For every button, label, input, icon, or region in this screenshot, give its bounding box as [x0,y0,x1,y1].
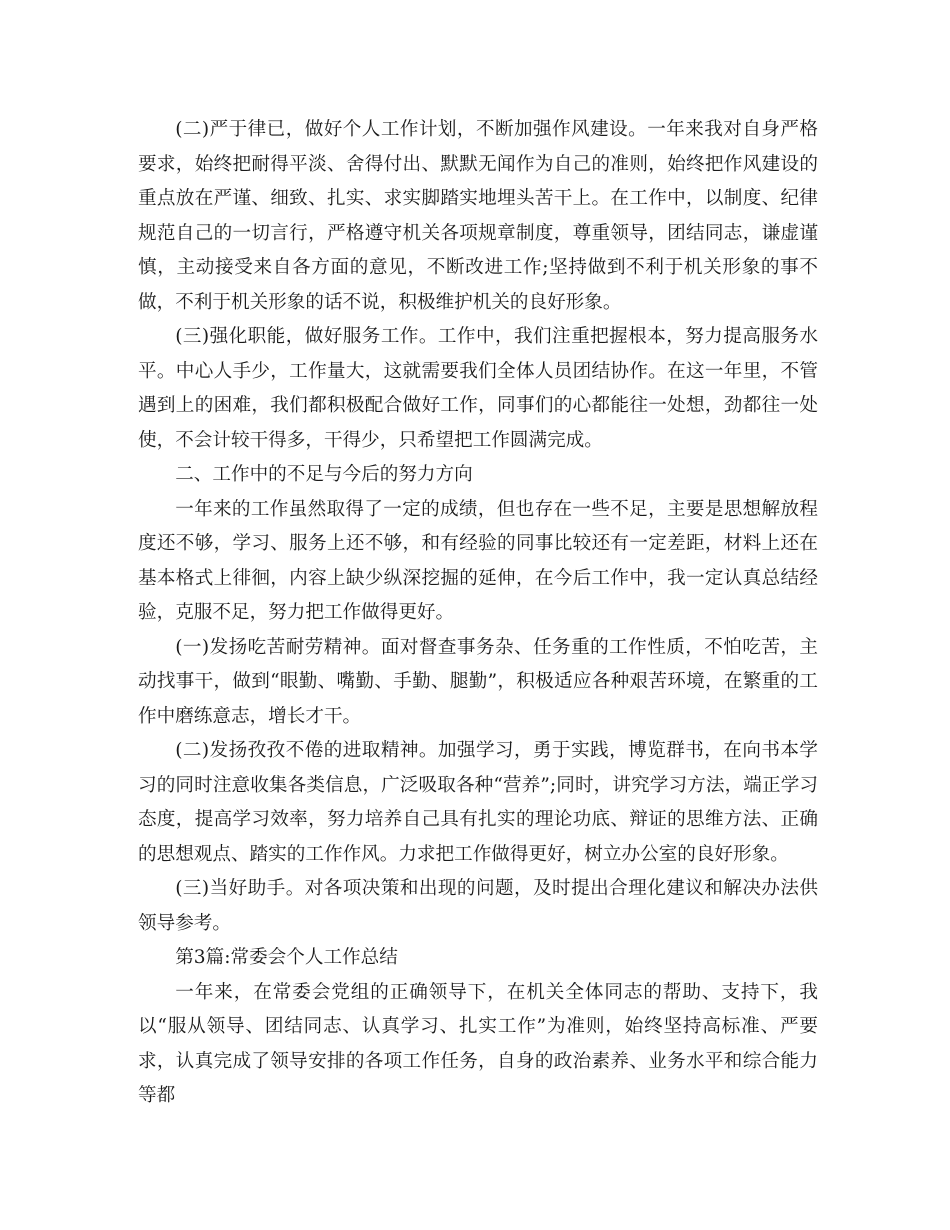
paragraph-hard-work-spirit: (一)发扬吃苦耐劳精神。面对督查事务杂、任务重的工作性质，不怕吃苦，主动找事干，做到“眼勤、嘴勤、手勤、腿勤”，积极适应各种艰苦环境，在繁重的工作中磨练意志，增长才干。 [138,636,818,727]
paragraph-annual-summary-intro: 一年来，在常委会党组的正确领导下，在机关全体同志的帮助、支持下，我以“服从领导、团结同志、认真学习、扎实工作”为准则，始终坚持高标准、严要求，认真完成了领导安排的各项工作任务，自身的政治素养、业务水平和综合能力等都 [138,981,818,1106]
paragraph-learning-spirit: (二)发扬孜孜不倦的进取精神。加强学习，勇于实践，博览群书，在向书本学习的同时注意收集各类信息，广泛吸取各种“营养”;同时，讲究学习方法，端正学习态度，提高学习效率，努力培养自己具有扎实的理论功底、辩证的思维方法、正确的思想观点、踏实的工作作风。力求把工作做得更好，树立办公室的良好形象。 [138,740,818,865]
paragraph-shortcomings: 一年来的工作虽然取得了一定的成绩，但也存在一些不足，主要是思想解放程度还不够，学习、服务上还不够，和有经验的同事比较还有一定差距，材料上还在基本格式上徘徊，内容上缺少纵深挖掘的延伸，在今后工作中，我一定认真总结经验，克服不足，努力把工作做得更好。 [138,498,818,623]
paragraph-self-discipline: (二)严于律已，做好个人工作计划，不断加强作风建设。一年来我对自身严格要求，始终把耐得平淡、舍得付出、默默无闻作为自己的准则，始终把作风建设的重点放在严谨、细致、扎实、求实脚踏实地埋头苦干上。在工作中，以制度、纪律规范自己的一切言行，严格遵守机关各项规章制度，尊重领导，团结同志，谦虚谨慎，主动接受来自各方面的意见，不断改进工作;坚持做到不利于机关形象的事不做，不利于机关形象的话不说，积极维护机关的良好形象。 [138,119,818,313]
section-heading-shortcomings: 二、工作中的不足与今后的努力方向 [175,464,473,485]
chapter-heading-part-3: 第3篇:常委会个人工作总结 [175,947,398,968]
paragraph-service-work: (三)强化职能，做好服务工作。工作中，我们注重把握根本，努力提高服务水平。中心人手少，工作量大，这就需要我们全体人员团结协作。在这一年里，不管遇到上的困难，我们都积极配合做好工作，同事们的心都能往一处想，劲都往一处使，不会计较干得多，干得少，只希望把工作圆满完成。 [138,326,818,451]
document-body [138,113,818,1114]
paragraph-assistant-role: (三)当好助手。对各项决策和出现的问题，及时提出合理化建议和解决办法供领导参考。 [138,878,818,934]
